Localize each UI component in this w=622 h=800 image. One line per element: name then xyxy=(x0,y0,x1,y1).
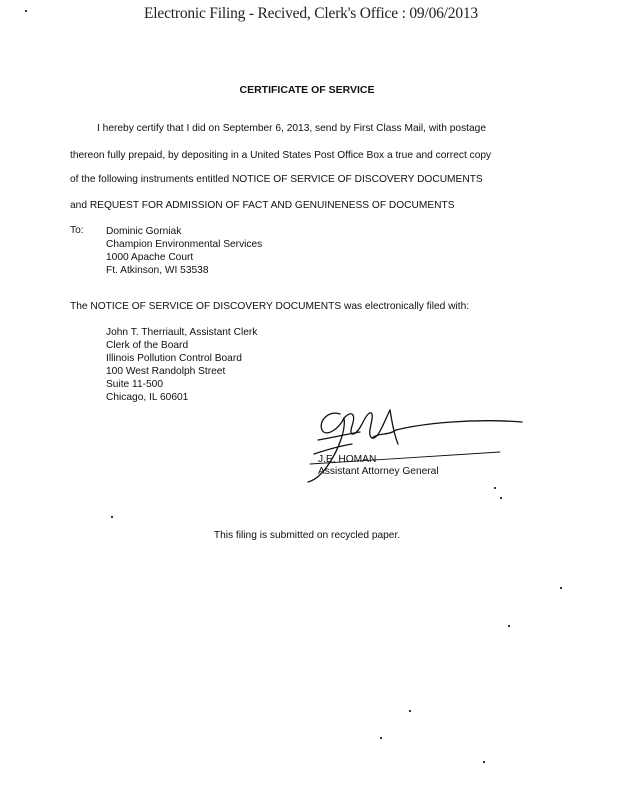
scan-speck xyxy=(500,497,502,499)
filed-with-line: The NOTICE OF SERVICE OF DISCOVERY DOCUMENTS was electronically filed with: xyxy=(70,301,470,312)
clerk-line: Clerk of the Board xyxy=(106,340,189,351)
scan-speck xyxy=(560,587,562,589)
body-line-3: of the following instruments entitled NOTICE OF SERVICE OF DISCOVERY DOCUMENTS xyxy=(70,174,483,185)
clerk-address xyxy=(106,326,257,404)
body-line-2: thereon fully prepaid, by depositing in a United States Post Office Box a true and correct copy xyxy=(70,150,492,161)
recipient-line: Dominic Gorniak xyxy=(106,226,182,237)
clerk-line: John T. Therriault, Assistant Clerk xyxy=(106,327,258,338)
recipient-line: 1000 Apache Court xyxy=(106,252,194,263)
scan-speck xyxy=(25,10,27,12)
scan-speck xyxy=(409,710,411,712)
scan-speck xyxy=(111,516,113,518)
recipient-line: Ft. Atkinson, WI 53538 xyxy=(106,265,209,276)
clerk-line: Chicago, IL 60601 xyxy=(106,392,189,403)
scan-speck xyxy=(380,737,382,739)
recipient-address xyxy=(106,225,262,277)
scan-speck xyxy=(508,625,510,627)
body-line-4: and REQUEST FOR ADMISSION OF FACT AND GENUINENESS OF DOCUMENTS xyxy=(70,200,455,211)
recycled-paper-note: This filing is submitted on recycled paper. xyxy=(213,530,401,541)
body-line-1: I hereby certify that I did on September 6, 2013, send by First Class Mail, with postage xyxy=(97,123,487,134)
scan-speck xyxy=(494,487,496,489)
electronic-filing-stamp: Electronic Filing - Recived, Clerk's Office : 09/06/2013 xyxy=(144,5,478,22)
signer-title: Assistant Attorney General xyxy=(318,466,439,477)
recipient-line: Champion Environmental Services xyxy=(106,239,263,250)
scan-speck xyxy=(483,761,485,763)
clerk-line: 100 West Randolph Street xyxy=(106,366,226,377)
document-title: CERTIFICATE OF SERVICE xyxy=(239,84,375,96)
clerk-line: Illinois Pollution Control Board xyxy=(106,353,242,364)
signer-name: J.E. HOMAN xyxy=(318,454,377,465)
clerk-line: Suite 11-500 xyxy=(106,379,164,390)
to-label: To: xyxy=(70,225,84,236)
